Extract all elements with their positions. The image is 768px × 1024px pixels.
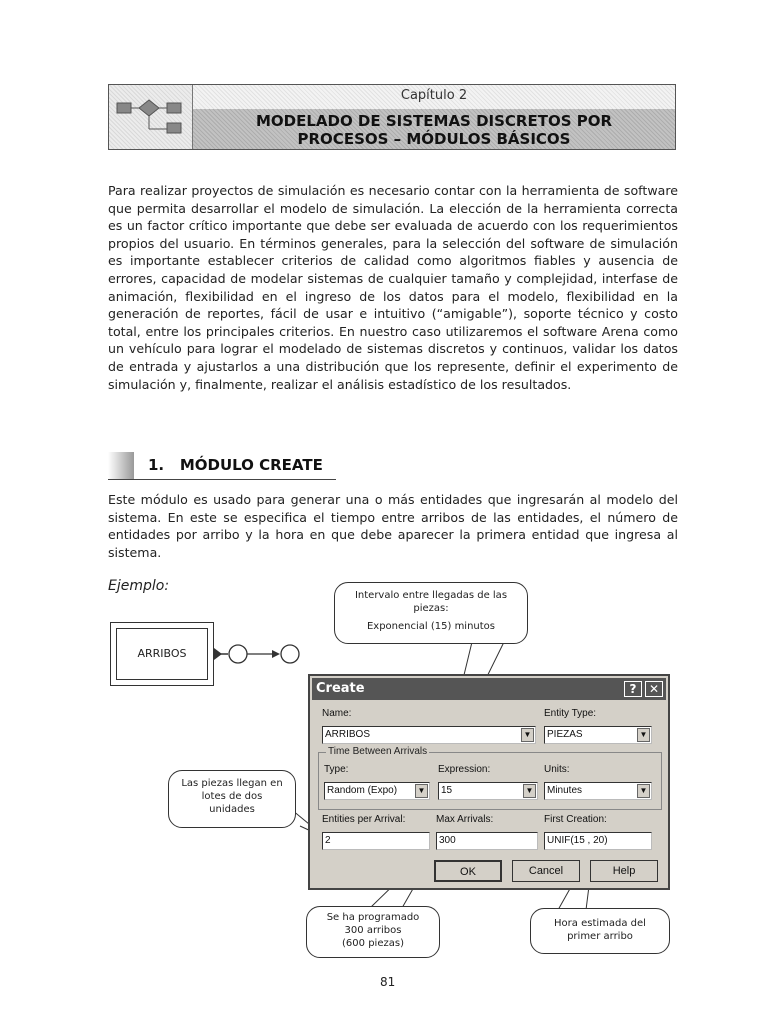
callout-interval: Intervalo entre llegadas de las piezas: Exponencial (15) minutos bbox=[334, 582, 528, 644]
callout-max-arrivals: Se ha programado 300 arribos (600 piezas) bbox=[306, 906, 440, 958]
chevron-down-icon[interactable]: ▼ bbox=[637, 784, 650, 798]
units-select[interactable]: Minutes ▼ bbox=[544, 782, 652, 800]
chevron-down-icon[interactable]: ▼ bbox=[521, 728, 534, 742]
help-icon[interactable]: ? bbox=[624, 681, 642, 697]
chevron-down-icon[interactable]: ▼ bbox=[415, 784, 428, 798]
expression-field[interactable]: 15 ▼ bbox=[438, 782, 538, 800]
name-label: Name: bbox=[322, 708, 352, 719]
chapter-title-line2: PROCESOS – MÓDULOS BÁSICOS bbox=[297, 130, 571, 148]
time-between-arrivals-group bbox=[318, 752, 662, 810]
type-select[interactable]: Random (Expo) ▼ bbox=[324, 782, 430, 800]
cancel-button[interactable]: Cancel bbox=[512, 860, 580, 882]
callout-batch: Las piezas llegan en lotes de dos unidades bbox=[168, 770, 296, 828]
intro-paragraph: Para realizar proyectos de simulación es necesario contar con la herramienta de software que permita desarrollar el modelo de simulación. La elección de la herramienta correcta es un factor crítico importante que debe ser evaluada de acuerdo con los requerimientos propios del usuario. En términos generales, para la selección del software de simulación es importante establecer criterios de calidad como algoritmos fiables y ausencia de errores, capacidad de modelar sistemas de cualquier tamaño y complejidad, interfase de animación, flexibilidad en el ingreso de los datos para el modelo, flexibilidad en la generación de reportes, fácil de usar e intuitivo (“amigable”), soporte técnico y costo total, entre los principales criterios. En nuestro caso utilizaremos el software Arena como un vehículo para lograr el modelado de sistemas discretos y continuos, validar los datos de entrada y ajustarlos a una distribución que los represente, definir el experimento de simulación y, finalmente, realizar el análisis estadístico de los resultados. bbox=[108, 183, 678, 392]
time-between-arrivals-label: Time Between Arrivals bbox=[328, 746, 428, 757]
max-arrivals-field[interactable]: 300 bbox=[436, 832, 538, 850]
entity-type-select[interactable]: PIEZAS ▼ bbox=[544, 726, 652, 744]
chevron-down-icon[interactable]: ▼ bbox=[637, 728, 650, 742]
name-field[interactable]: ARRIBOS ▼ bbox=[322, 726, 536, 744]
entity-type-label: Entity Type: bbox=[544, 708, 597, 719]
type-label: Type: bbox=[324, 764, 349, 775]
chapter-title-line1: MODELADO DE SISTEMAS DISCRETOS POR bbox=[255, 112, 613, 130]
ok-button[interactable]: OK bbox=[434, 860, 502, 882]
example-label: Ejemplo: bbox=[108, 578, 170, 594]
connection-node-icon bbox=[229, 645, 247, 663]
expression-label: Expression: bbox=[438, 764, 491, 775]
entities-per-arrival-label: Entities per Arrival: bbox=[322, 814, 406, 825]
entities-per-arrival-field[interactable]: 2 bbox=[322, 832, 430, 850]
next-module-node-icon bbox=[281, 645, 299, 663]
chapter-number: Capítulo 2 bbox=[400, 88, 468, 103]
chevron-down-icon[interactable]: ▼ bbox=[523, 784, 536, 798]
page-number: 81 bbox=[380, 975, 396, 989]
units-label: Units: bbox=[544, 764, 570, 775]
dialog-title: Create bbox=[316, 681, 365, 696]
section-title: 1. MÓDULO CREATE bbox=[148, 456, 323, 474]
create-module-label: ARRIBOS bbox=[116, 628, 208, 680]
max-arrivals-label: Max Arrivals: bbox=[436, 814, 494, 825]
first-creation-field[interactable]: UNIF(15 , 20) bbox=[544, 832, 652, 850]
callout-first-creation: Hora estimada del primer arribo bbox=[530, 908, 670, 954]
section-body: Este módulo es usado para generar una o más entidades que ingresarán al modelo del sistema. En este se especifica el tiempo entre arribos de las entidades, el número de entidades por arribo y la hora en que debe aparecer la primera entidad que ingresa al sistema. bbox=[108, 492, 678, 560]
first-creation-label: First Creation: bbox=[544, 814, 607, 825]
help-button[interactable]: Help bbox=[590, 860, 658, 882]
close-icon[interactable]: ✕ bbox=[645, 681, 663, 697]
dialog-titlebar bbox=[312, 678, 666, 700]
